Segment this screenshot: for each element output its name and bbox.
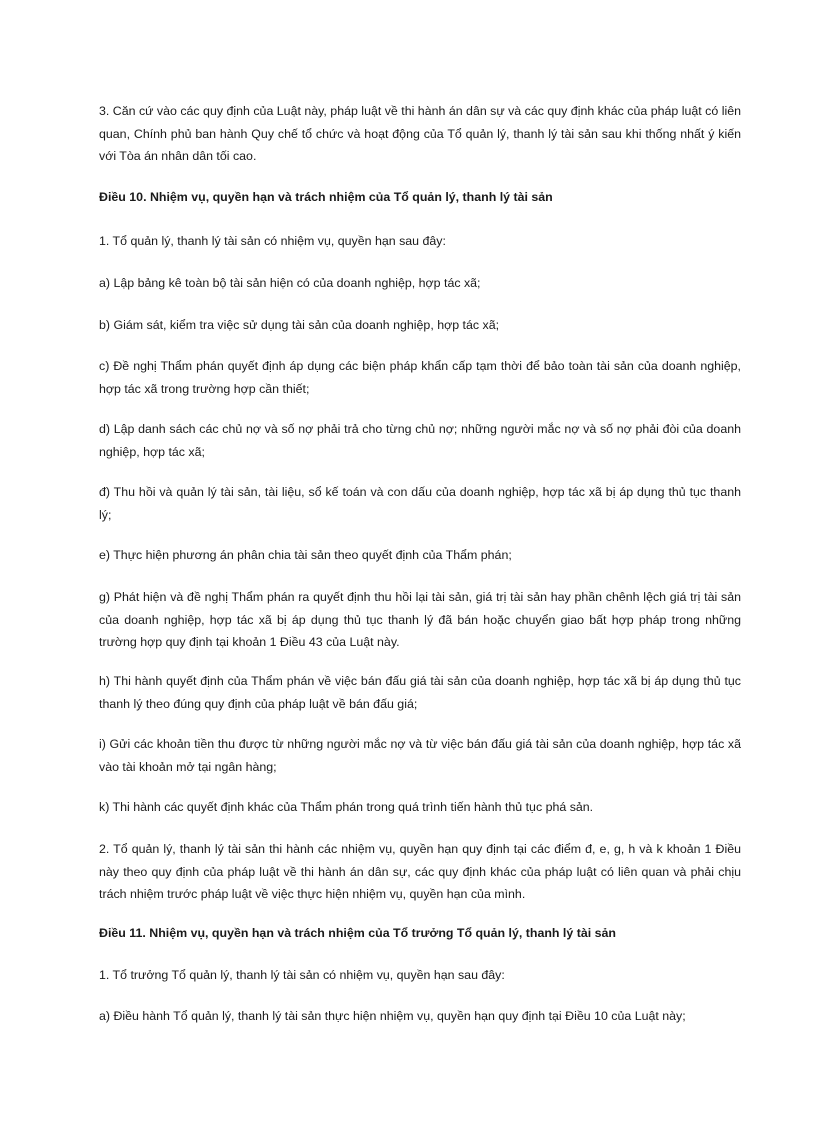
paragraph-point-h: h) Thi hành quyết định của Thẩm phán về việc bán đấu giá tài sản của doanh nghiệp, hợp tác xã bị áp dụng thủ tục thanh lý theo đúng quy định của pháp luật về bán đấu giá; <box>99 674 741 711</box>
paragraph-point-b: b) Giám sát, kiểm tra việc sử dụng tài sản của doanh nghiệp, hợp tác xã; <box>99 318 500 332</box>
paragraph-point-a: a) Lập bảng kê toàn bộ tài sản hiện có của doanh nghiệp, hợp tác xã; <box>99 276 481 290</box>
heading-article-11: Điều 11. Nhiệm vụ, quyền hạn và trách nhiệm của Tổ trưởng Tổ quản lý, thanh lý tài sản <box>99 926 616 940</box>
paragraph-article10-clause1: 1. Tổ quản lý, thanh lý tài sản có nhiệm vụ, quyền hạn sau đây: <box>99 234 446 248</box>
paragraph-point-c: c) Đề nghị Thẩm phán quyết định áp dụng các biện pháp khẩn cấp tạm thời để bảo toàn tài sản của doanh nghiệp, hợp tác xã trong trường hợp cần thiết; <box>99 359 741 396</box>
paragraph-point-d: d) Lập danh sách các chủ nợ và số nợ phải trả cho từng chủ nợ; những người mắc nợ và số nợ phải đòi của doanh nghiệp, hợp tác xã; <box>99 422 741 459</box>
paragraph-point-g: g) Phát hiện và đề nghị Thẩm phán ra quyết định thu hồi lại tài sản, giá trị tài sản hay phần chênh lệch giá trị tài sản của doanh nghiệp, hợp tác xã bị áp dụng thủ tục thanh lý đã bán hoặc chuyển giao bất hợp pháp trong những trường hợp quy định tại khoản 1 Điều 43 của Luật này. <box>99 590 741 649</box>
paragraph-article11-clause1: 1. Tổ trưởng Tổ quản lý, thanh lý tài sản có nhiệm vụ, quyền hạn sau đây: <box>99 968 505 982</box>
paragraph-point-dd: đ) Thu hồi và quản lý tài sản, tài liệu, sổ kế toán và con dấu của doanh nghiệp, hợp tác xã bị áp dụng thủ tục thanh lý; <box>99 485 741 522</box>
paragraph-point-e: e) Thực hiện phương án phân chia tài sản theo quyết định của Thẩm phán; <box>99 548 512 562</box>
paragraph-article10-clause2: 2. Tổ quản lý, thanh lý tài sản thi hành các nhiệm vụ, quyền hạn quy định tại các điểm đ, e, g, h và k khoản 1 Điều này theo quy định của pháp luật về thi hành án dân sự, các quy định khác của pháp luật có liên quan và phải chịu trách nhiệm trước pháp luật về việc thực hiện nhiệm vụ, quyền hạn của mình. <box>99 842 741 901</box>
paragraph-article9-clause3: 3. Căn cứ vào các quy định của Luật này, pháp luật về thi hành án dân sự và các quy định khác của pháp luật có liên quan, Chính phủ ban hành Quy chế tổ chức và hoạt động của Tổ quản lý, thanh lý tài sản sau khi thống nhất ý kiến với Tòa án nhân dân tối cao. <box>99 104 741 163</box>
paragraph-article11-point-a: a) Điều hành Tổ quản lý, thanh lý tài sản thực hiện nhiệm vụ, quyền hạn quy định tại Điều 10 của Luật này; <box>99 1009 686 1023</box>
heading-article-10: Điều 10. Nhiệm vụ, quyền hạn và trách nhiệm của Tổ quản lý, thanh lý tài sản <box>99 190 553 204</box>
paragraph-point-k: k) Thi hành các quyết định khác của Thẩm phán trong quá trình tiến hành thủ tục phá sản. <box>99 800 594 814</box>
paragraph-point-i: i) Gửi các khoản tiền thu được từ những người mắc nợ và từ việc bán đấu giá tài sản của doanh nghiệp, hợp tác xã vào tài khoản mở tại ngân hàng; <box>99 737 741 774</box>
